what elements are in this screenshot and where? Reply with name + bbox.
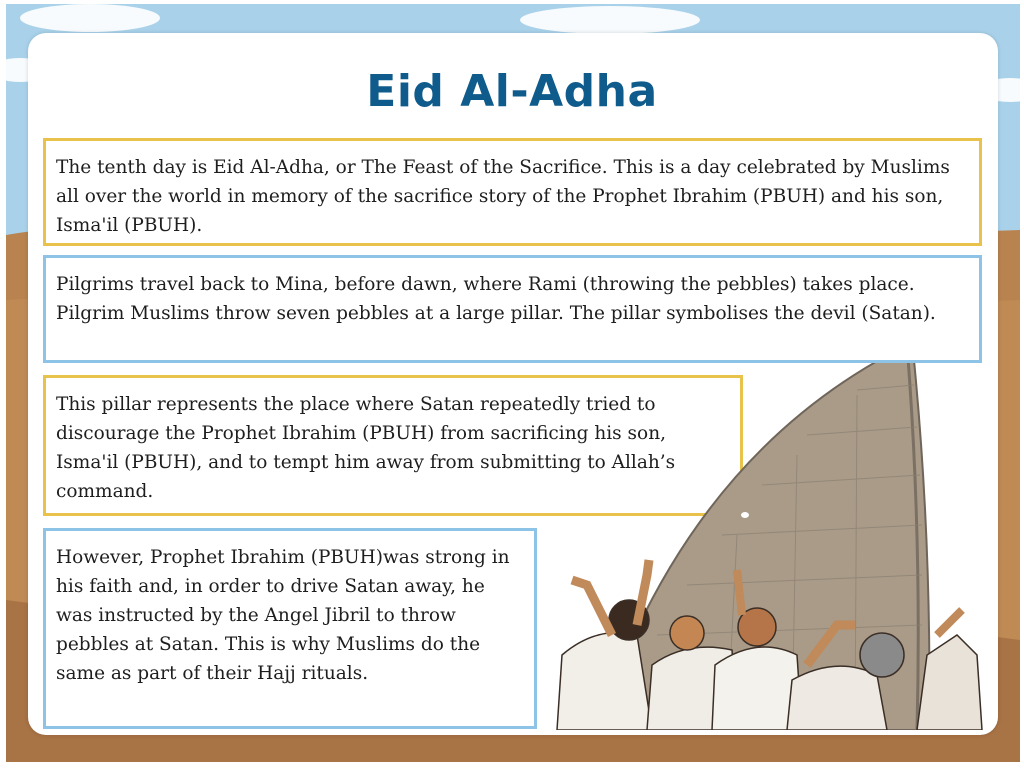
paragraph-2-text: Pilgrims travel back to Mina, before dawn, where Rami (throwing the pebbles) takes place. Pilgrim Muslims throw seven pebbles at a large pillar. The pillar symbolises the devil (Satan). [56, 274, 936, 324]
paragraph-4-text: However, Prophet Ibrahim (PBUH)was strong in his faith and, in order to drive Satan away, he was instructed by the Angel Jibril to throw pebbles at Satan. This is why Muslims do the same as part of their Hajj rituals. [56, 547, 510, 684]
paragraph-3-text: This pillar represents the place where Satan repeatedly tried to discourage the Prophet Ibrahim (PBUH) from sacrificing his son, Isma'il (PBUH), and to tempt him away from submitting to Allah’s command. [56, 394, 676, 502]
paragraph-box-2 [43, 255, 982, 363]
paragraph-1-text: The tenth day is Eid Al-Adha, or The Feast of the Sacrifice. This is a day celebrated by Muslims all over the world in memory of the sacrifice story of the Prophet Ibrahim (PBUH) and his son, Isma'il (PBUH). [56, 157, 950, 236]
paragraph-box-4 [43, 528, 537, 729]
page-title: Eid Al-Adha [366, 66, 658, 117]
paragraph-box-1 [43, 138, 982, 246]
pilgrims-pillar-illustration [537, 335, 992, 730]
